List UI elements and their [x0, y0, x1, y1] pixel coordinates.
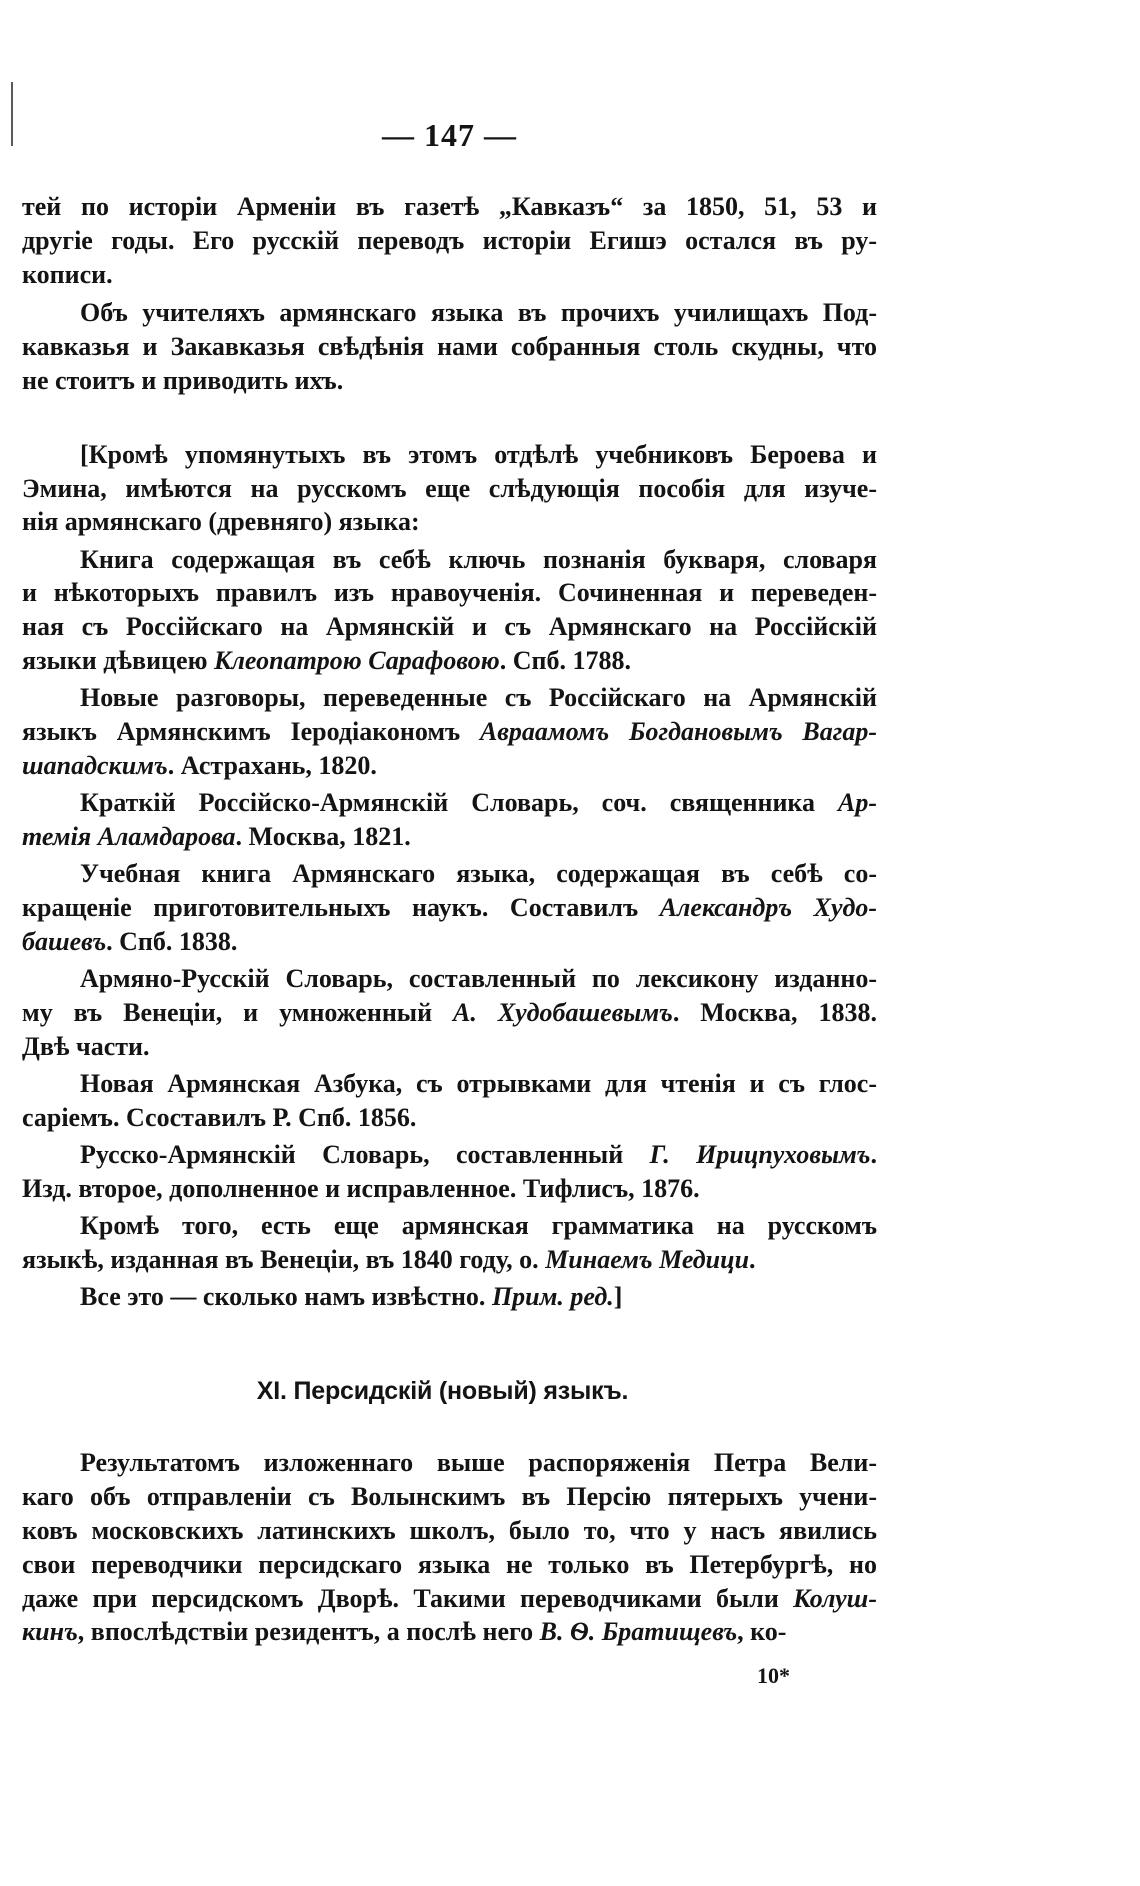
text-run: Русско-Армянскій Словарь, составленный — [80, 1140, 650, 1170]
text-run: и нѣкоторыхъ правилъ изъ нравоученія. Сочиненная и переведен- — [22, 578, 877, 608]
text-line — [22, 1067, 877, 1101]
text-line — [22, 681, 877, 715]
paragraph — [22, 1280, 877, 1314]
text-line — [22, 438, 877, 472]
text-run: Книга содержащая въ себѣ ключь познанія букваря, словаря — [80, 544, 877, 574]
text-line — [22, 962, 877, 996]
text-line — [22, 330, 877, 364]
text-run: Все это — сколько намъ извѣстно. — [80, 1282, 492, 1312]
text-line — [22, 644, 877, 678]
paragraph — [22, 1209, 877, 1277]
italic-text: В. Ѳ. Братищевъ — [539, 1617, 738, 1647]
italic-text: Александръ Худо- — [659, 893, 877, 923]
text-line — [22, 543, 877, 577]
page-number: — 147 — — [382, 117, 517, 153]
italic-text: темія Аламдарова — [22, 822, 236, 852]
text-body — [22, 190, 877, 1693]
paragraph — [22, 962, 877, 1063]
text-run: . Астрахань, 1820. — [167, 750, 377, 780]
italic-text: шападскимъ — [22, 750, 168, 780]
text-line — [22, 996, 877, 1030]
text-line — [22, 1101, 877, 1135]
text-line — [22, 1243, 877, 1277]
main-text — [22, 190, 877, 1314]
paragraph — [22, 1446, 877, 1649]
text-line — [22, 505, 877, 539]
paragraph — [22, 857, 877, 958]
text-line — [22, 258, 877, 292]
text-run: языкѣ, изданная въ Венеціи, въ 1840 году, о. — [22, 1245, 546, 1275]
italic-text: кинъ — [22, 1617, 78, 1647]
text-run: кописи. — [22, 259, 113, 289]
text-line — [22, 1172, 877, 1206]
signature-mark: 10* — [757, 1663, 790, 1689]
text-run: саріемъ. Ссоставилъ Р. Спб. 1856. — [22, 1102, 417, 1132]
text-run: другіе годы. Его русскій переводъ исторіи Егишэ остался въ ру- — [22, 225, 877, 255]
text-run: языкъ Армянскимъ Іеродіакономъ — [22, 717, 480, 747]
paragraph — [22, 681, 877, 782]
paragraph — [22, 1138, 877, 1206]
paragraph — [22, 438, 877, 539]
text-line — [22, 786, 877, 820]
text-run: Эмина, имѣются на русскомъ еще слѣдующія пособія для изуче- — [22, 473, 877, 503]
paragraph — [22, 543, 877, 678]
text-run: Изд. второе, дополненное и исправленное. Тифлисъ, 1876. — [22, 1174, 700, 1204]
text-line — [22, 1446, 877, 1480]
section-text — [22, 1446, 877, 1649]
text-run: ковъ московскихъ латинскихъ школъ, было то, что у насъ явились — [22, 1515, 877, 1545]
text-run: свои переводчики персидскаго языка не только въ Петербургѣ, но — [22, 1549, 877, 1579]
text-line — [22, 820, 877, 854]
italic-text: Клеопатрою Сарафовою — [213, 646, 500, 676]
text-run: даже при персидскомъ Дворѣ. Такими переводчиками были — [22, 1583, 794, 1613]
text-run: . Спб. 1838. — [106, 926, 238, 956]
text-run: языки дѣвицею — [22, 646, 214, 676]
text-line — [22, 1280, 877, 1314]
text-line — [22, 190, 877, 224]
text-run: тей по исторіи Арменіи въ газетѣ „Кавказъ“ за 1850, 51, 53 и — [22, 192, 877, 221]
text-line — [22, 1582, 877, 1616]
text-line — [22, 925, 877, 959]
italic-text: Минаемъ Медици — [545, 1245, 750, 1275]
text-run: Армяно-Русскій Словарь, составленный по лексикону изданно- — [80, 964, 877, 994]
text-line — [22, 857, 877, 891]
text-run: каго объ отправленіи съ Волынскимъ въ Персію пятерыхъ учени- — [22, 1482, 877, 1512]
text-run: Учебная книга Армянскаго языка, содержащая въ себѣ со- — [80, 859, 877, 889]
text-run: Новая Армянская Азбука, съ отрывками для чтенія и съ глос- — [80, 1069, 877, 1099]
scan-edge-line — [11, 82, 13, 146]
text-run: нія армянскаго (древняго) языка: — [22, 507, 420, 537]
text-line — [22, 715, 877, 749]
text-line — [22, 296, 877, 330]
italic-text: башевъ — [22, 926, 107, 956]
text-run: Результатомъ изложеннаго выше распоряженія Петра Вели- — [80, 1448, 877, 1478]
italic-text: Прим. ред. — [491, 1282, 614, 1312]
text-line — [22, 224, 877, 258]
text-run: Объ учителяхъ армянскаго языка въ прочихъ училищахъ Под- — [80, 298, 877, 328]
text-line — [22, 472, 877, 506]
text-run: кращеніе приготовительныхъ наукъ. Составилъ — [22, 893, 660, 923]
paragraph — [22, 1067, 877, 1135]
text-run: , впослѣдствіи резидентъ, а послѣ него — [77, 1617, 540, 1647]
text-run: . — [749, 1245, 756, 1275]
text-line — [22, 1548, 877, 1582]
italic-text: Колуш- — [793, 1583, 877, 1613]
text-run: Кромѣ того, есть еще армянская грамматика на русскомъ — [80, 1211, 877, 1241]
text-line — [22, 891, 877, 925]
text-run: . Москва, 1821. — [235, 822, 411, 852]
italic-text: Ар- — [838, 788, 877, 818]
text-run: му въ Венеціи, и умноженный — [22, 998, 454, 1028]
text-run: Двѣ части. — [22, 1031, 150, 1061]
text-line — [22, 1030, 877, 1064]
text-run: Новые разговоры, переведенные съ Россійскаго на Армянскій — [80, 683, 877, 713]
text-line — [22, 1514, 877, 1548]
text-line — [22, 1209, 877, 1243]
text-run: . Спб. 1788. — [499, 646, 631, 676]
text-run: . — [870, 1140, 877, 1170]
italic-text: Г. Ирицпуховымъ — [649, 1140, 871, 1170]
text-run: , ко- — [737, 1617, 787, 1647]
text-run: [Кромѣ упомянутыхъ въ этомъ отдѣлѣ учебниковъ Бероева и — [80, 439, 877, 469]
text-line — [22, 364, 877, 398]
paragraph — [22, 190, 877, 291]
paragraph — [22, 786, 877, 854]
text-run: не стоитъ и приводить ихъ. — [22, 365, 344, 395]
text-run: ная съ Россійскаго на Армянскій и съ Армянскаго на Россійскій — [22, 612, 877, 642]
section-heading: XI. Персидскій (новый) языкъ. — [256, 1377, 629, 1406]
text-line — [22, 610, 877, 644]
text-line — [22, 1480, 877, 1514]
italic-text: А. Худобашевымъ — [453, 998, 673, 1028]
text-run: кавказья и Закавказья свѣдѣнія нами собранныя столь скудны, что — [22, 332, 877, 362]
italic-text: Авраамомъ Богдановымъ Вагар- — [479, 717, 877, 747]
text-line — [22, 749, 877, 783]
text-run: Краткій Россійско-Армянскій Словарь, соч. священника — [80, 788, 838, 818]
text-line — [22, 1138, 877, 1172]
text-run: ] — [613, 1282, 623, 1312]
text-line — [22, 576, 877, 610]
text-run: . Москва, 1838. — [672, 998, 877, 1028]
paragraph — [22, 296, 877, 397]
text-line — [22, 1615, 877, 1649]
